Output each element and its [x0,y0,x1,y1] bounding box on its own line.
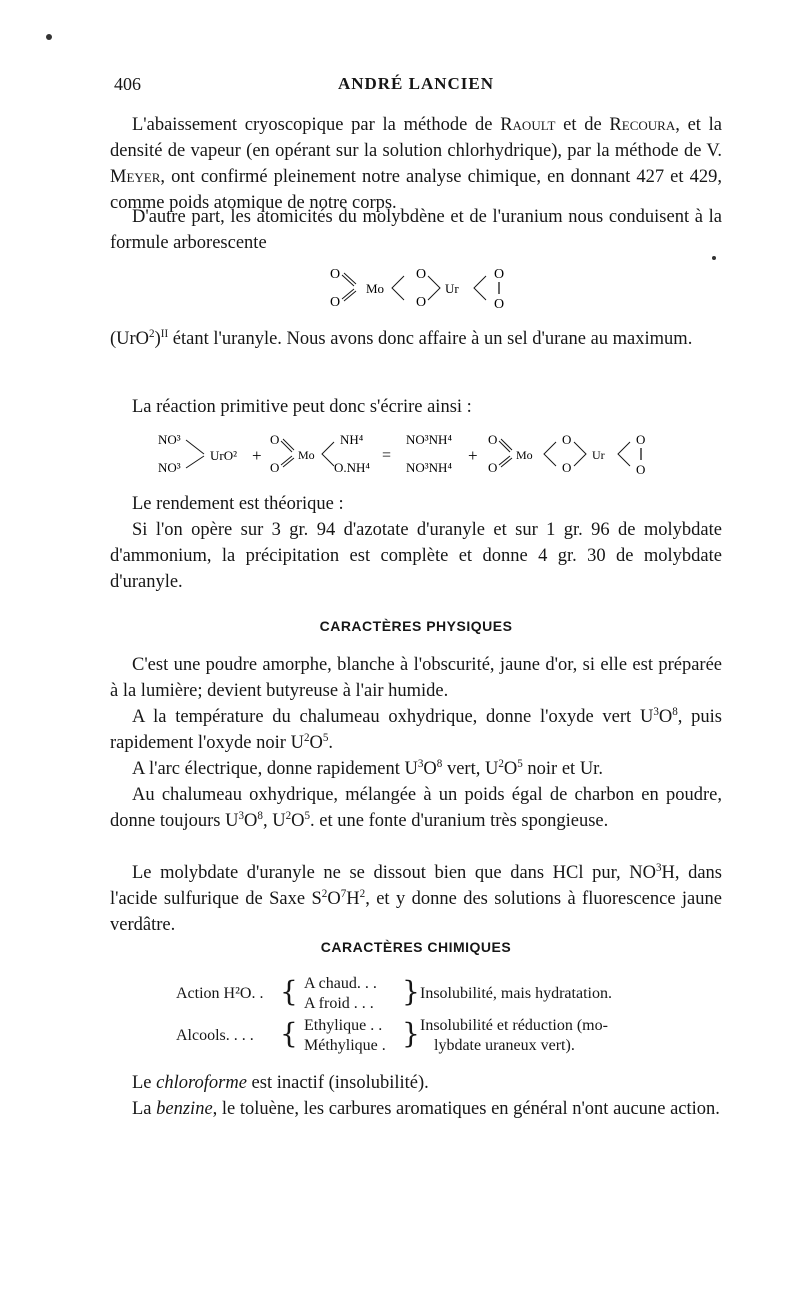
formula-atom: O [416,295,427,310]
formula-atom: O.NH⁴ [334,460,370,475]
text: , puis rapidement l'oxyde noir U [110,707,722,753]
emphasis: chloroforme [156,1073,247,1093]
sub-condition: Méthylique . [304,1037,386,1054]
author-name: Meyer [110,167,161,187]
formula-atom: Ur [445,281,459,296]
text: ) [154,329,161,349]
ink-spot [46,34,52,40]
sub-condition: A chaud. . . [304,975,377,992]
text: , le toluène, les carbures aromatiques en général n'ont aucune action. [212,1099,720,1119]
formula-atom: UrO² [210,448,238,463]
running-head: ANDRÉ LANCIEN [337,74,495,93]
text: , et la densité de vapeur (en opérant sur la solution chlorhydrique), par la méthode de V. [110,115,723,161]
formula-atom: O [562,460,572,475]
formula-atom: O [636,462,646,477]
superscript: 2 [285,809,292,822]
superscript: 2 [303,731,310,744]
paragraph-quantities: Si l'on opère sur 3 gr. 94 d'azotate d'uranyle et sur 1 gr. 96 de molybdate d'ammonium, la précipitation est complète et donne 4 gr. 30 de molybdate d'uranyle. [110,520,722,592]
superscript: 5 [517,757,523,770]
equals-sign: = [382,447,392,464]
paragraph-charcoal [110,782,722,834]
plus-sign: + [252,446,262,465]
formula-atom: O [488,432,498,447]
paragraph-uranyl [110,326,722,352]
row-result: lybdate uraneux vert). [434,1037,575,1054]
text: noir et Ur. [522,759,603,779]
formula-atom: O [330,267,341,282]
left-brace: { [280,1017,298,1050]
plus-sign: + [468,446,478,465]
formula-atom: O [416,267,427,282]
row-result: Insolubilité, mais hydratation. [420,985,612,1002]
paragraph-electric-arc [110,756,722,782]
formula-atom: NO³ [158,460,181,475]
paragraph-yield: Le rendement est théorique : [132,494,344,514]
superscript: 3 [655,861,662,874]
text: H, dans l'acide sulfurique de Saxe S [110,863,722,909]
sub-condition: Ethylique . . [304,1017,383,1034]
paragraph-blowpipe [110,704,722,756]
text: O [423,759,437,779]
text: , U [262,811,286,831]
emphasis: benzine [156,1099,213,1119]
author-name: Raoult [500,115,556,135]
superscript: 8 [257,809,263,822]
text: L'abaissement cryoscopique par la méthode de [132,115,501,135]
superscript: 5 [304,809,311,822]
text: O [309,733,323,753]
formula-atom: Mo [516,448,533,462]
formula-atom: O [562,432,572,447]
text: étant l'uranyle. Nous avons donc affaire à un sel d'urane au maximum. [168,329,693,349]
superscript: II [160,327,169,340]
page-header [114,74,718,98]
page-number: 406 [114,74,141,94]
formula-atom: Mo [366,281,385,296]
superscript: 7 [340,887,347,900]
text: H [346,889,360,909]
paragraph-atomicity: D'autre part, les atomicités du molybdène et de l'uranium nous conduisent à la formule arborescente [110,207,722,253]
section-heading-chemical: CARACTÈRES CHIMIQUES [320,939,512,955]
formula-arborescent [300,262,540,312]
text: Le molybdate d'uranyle ne se dissout bien que dans HCl pur, NO [132,863,656,883]
text: Le [132,1073,157,1093]
formula-reaction [158,426,678,482]
text: O [658,707,673,727]
text: O [291,811,305,831]
text: O [327,889,341,909]
formula-atom: NO³NH⁴ [406,460,452,475]
paragraph-solubility [110,860,722,938]
formula-atom: O [488,460,498,475]
text: A la température du chalumeau oxhydrique, donne l'oxyde vert U [132,707,654,727]
right-brace: } [402,1017,420,1050]
section-heading-physical: CARACTÈRES PHYSIQUES [319,618,513,634]
left-brace: { [280,975,298,1008]
superscript: 2 [359,887,366,900]
formula-atom: O [270,432,280,447]
superscript: 3 [417,757,424,770]
row-label: Alcools. . . . [176,1027,254,1044]
text: . et une fonte d'uranium très spongieuse. [310,811,609,831]
superscript: 2 [149,327,155,340]
formula-atom: NH⁴ [340,432,364,447]
sub-condition: A froid . . . [304,995,374,1012]
superscript: 8 [672,705,678,718]
formula-atom: Ur [592,448,605,462]
text: Au chalumeau oxhydrique, mélangée à un poids égal de charbon en poudre, donne toujours U [110,785,722,831]
right-brace: } [402,975,420,1008]
ink-spot [712,256,716,260]
text: . [328,733,334,753]
superscript: 5 [322,731,329,744]
paragraph-appearance: C'est une poudre amorphe, blanche à l'obscurité, jaune d'or, si elle est préparée à la lumière; devient butyreuse à l'air humide. [110,655,722,701]
formula-atom: O [270,460,280,475]
row-label: Action H²O. . [176,985,264,1002]
superscript: 2 [498,757,504,770]
formula-atom: O [636,432,646,447]
paragraph-benzine [110,1096,722,1122]
author-name: Recoura [609,115,676,135]
text: est inactif (insolubilité). [246,1073,429,1093]
text: , ont confirmé pleinement notre analyse chimique, en donnant 427 et 429, comme poids atomique de notre corps. [110,167,722,213]
text: (UrO [110,329,150,349]
superscript: 2 [321,887,328,900]
superscript: 8 [436,757,443,770]
formula-atom: NO³NH⁴ [406,432,452,447]
paragraph-reaction-intro: La réaction primitive peut donc s'écrire ainsi : [132,397,472,417]
formula-atom: O [494,267,505,282]
text: , et y donne des solutions à fluorescence jaune verdâtre. [110,889,722,935]
superscript: 3 [653,705,659,718]
text: et de [555,115,610,135]
formula-atom: Mo [298,448,315,462]
formula-atom: NO³ [158,432,181,447]
text: vert, U [442,759,499,779]
paragraph-chloroform [110,1070,722,1096]
formula-atom: O [330,295,341,310]
chemical-properties-table [168,975,668,1055]
text: O [503,759,518,779]
text: O [244,811,258,831]
text: La [132,1099,157,1119]
superscript: 3 [238,809,245,822]
paragraph-analysis [110,112,722,216]
text: A l'arc électrique, donne rapidement U [132,759,418,779]
formula-atom: O [494,297,505,312]
row-result: Insolubilité et réduction (mo- [420,1017,608,1034]
